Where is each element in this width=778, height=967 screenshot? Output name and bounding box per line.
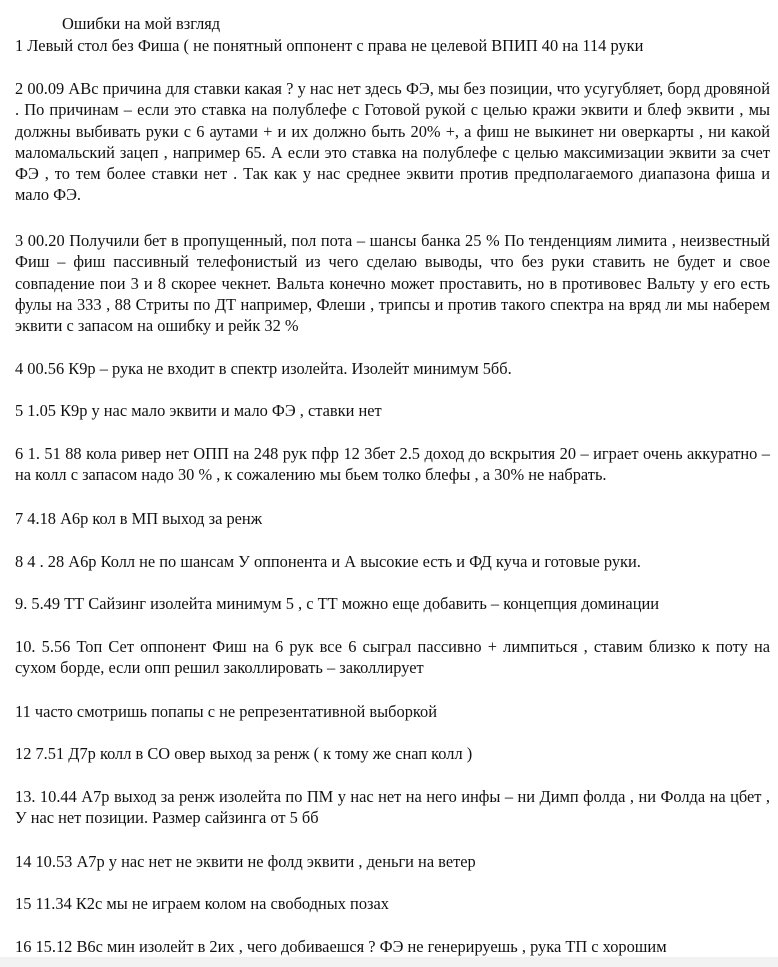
error-item-7: 7 4.18 А6р кол в МП выход за ренж [15,509,263,528]
error-item-13: 13. 10.44 А7р выход за ренж изолейта по ПМ у нас нет на него инфы – ни Димп фолда , ни Фолда на цбет , У нас нет позиции. Размер сайзинга от 5 бб [15,787,770,828]
error-item-3: 3 00.20 Получили бет в пропущенный, пол пота – шансы банка 25 % По тенденциям лимита , неизвестный Фиш – фиш пассивный телефонистый из чего сделаю выводы, что без руки ставить не будет и свое совпадение пои 3 и 8 скорее чекнет. Вальта конечно может проставить, но в противовес Вальту у его есть фулы на 333 , 88 Стриты по ДТ например, Флеши , трипсы и против такого спектра на вряд ли мы наберем эквити с запасом на ошибку и рейк 32 % [15,231,770,336]
error-item-5: 5 1.05 К9р у нас мало эквити и мало ФЭ , ставки нет [15,401,382,420]
error-item-16: 16 15.12 В6с мин изолейт в 2их , чего добиваешся ? ФЭ не генерируешь , рука ТП с хорошим [15,937,667,956]
error-item-12: 12 7.51 Д7р колл в СО овер выход за ренж ( к тому же снап колл ) [15,744,473,763]
page-bottom-edge [0,957,778,967]
error-item-2: 2 00.09 АВс причина для ставки какая ? у нас нет здесь ФЭ, мы без позиции, что усугубляет, борд дровяной . По причинам – если это ставка на полублефе с Готовой рукой с целью кражи эквити и блеф эквити , мы должны выбивать руки с 6 аутами + и их должно быть 20% +, а фиш не выкинет ни оверкарты , ни какой маломальский зацеп , например 65. А если это ставка на полублефе с целью максимизации эквити за счет ФЭ , то тем более ставки нет . Так как у нас среднее эквити против предполагаемого диапазона фиша и мало ФЭ. [15,79,770,205]
document-title: Ошибки на мой взгляд [62,14,221,33]
error-item-10: 10. 5.56 Топ Сет оппонент Фиш на 6 рук все 6 сыграл пассивно + лимпиться , ставим близко к поту на сухом борде, если опп решил заколлировать – заколлирует [15,637,770,678]
error-item-6: 6 1. 51 88 кола ривер нет ОПП на 248 рук пфр 12 3бет 2.5 доход до вскрытия 20 – играет очень аккуратно – на колл с запасом надо 30 % , к сожалению мы бьем толко блефы , а 30% не набрать. [15,444,770,485]
error-item-14: 14 10.53 А7р у нас нет не эквити не фолд эквити , деньги на ветер [15,852,476,871]
error-item-11: 11 часто смотришь попапы с не репрезентативной выборкой [15,702,437,721]
error-item-15: 15 11.34 К2с мы не играем колом на свободных позах [15,894,389,913]
error-item-1: 1 Левый стол без Фиша ( не понятный оппонент с права не целевой ВПИП 40 на 114 руки [15,36,644,55]
error-item-4: 4 00.56 К9р – рука не входит в спектр изолейта. Изолейт минимум 5бб. [15,359,512,378]
error-item-8: 8 4 . 28 А6р Колл не по шансам У оппонента и А высокие есть и ФД куча и готовые руки. [15,552,641,571]
error-item-9: 9. 5.49 ТТ Сайзинг изолейта минимум 5 , с ТТ можно еще добавить – концепция доминации [15,594,660,613]
